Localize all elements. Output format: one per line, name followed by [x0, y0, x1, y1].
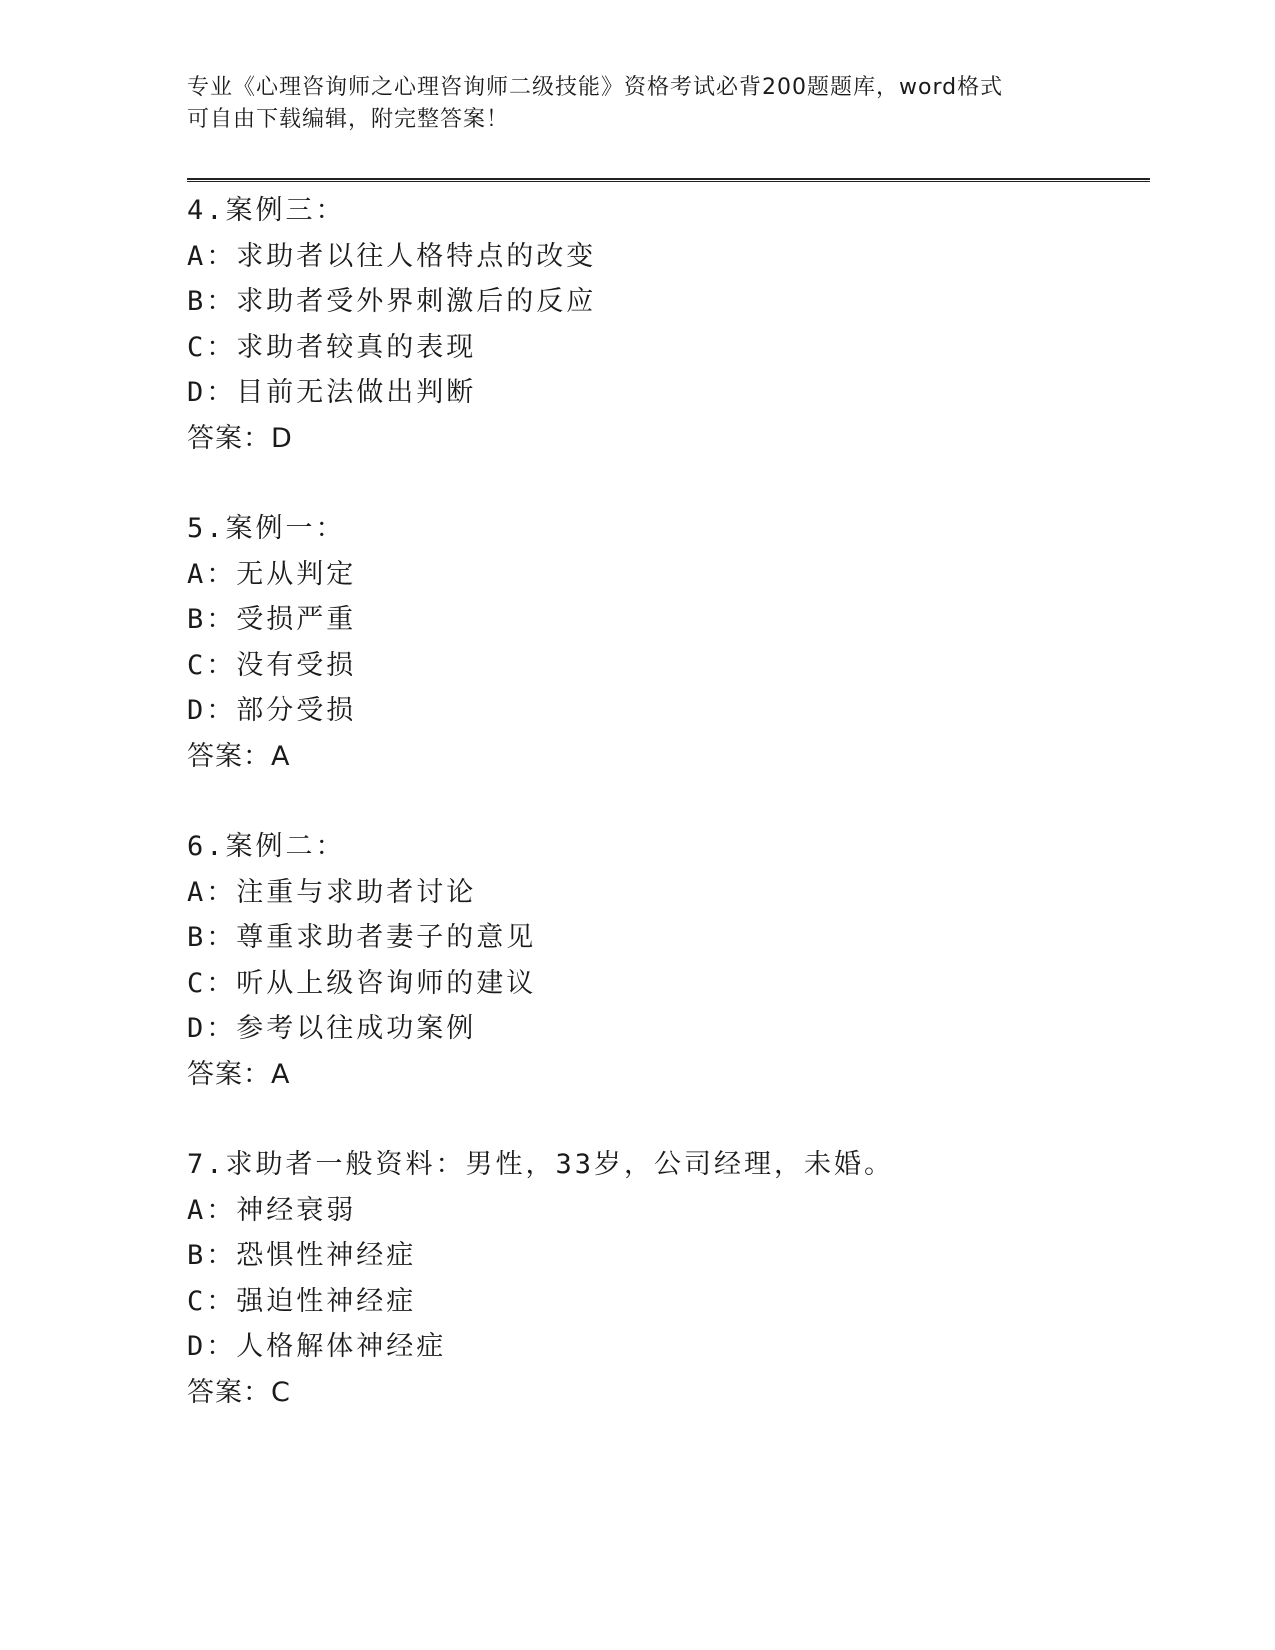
- option-d: D：部分受损: [187, 695, 357, 726]
- option-c: C：强迫性神经症: [187, 1285, 417, 1317]
- header-divider: [187, 178, 1150, 182]
- document-header: [187, 72, 1087, 136]
- answer: 答案：A: [187, 1058, 291, 1090]
- question-6: [187, 824, 1147, 1142]
- option-b: B：恐惧性神经症: [187, 1240, 417, 1271]
- question-stem: 6.案例二：: [187, 831, 346, 862]
- option-d: D：参考以往成功案例: [187, 1013, 477, 1044]
- option-a: A：注重与求助者讨论: [187, 876, 477, 908]
- option-a: A：求助者以往人格特点的改变: [187, 240, 597, 272]
- option-b: B：尊重求助者妻子的意见: [187, 922, 537, 953]
- option-d: D：目前无法做出判断: [187, 377, 477, 408]
- option-c: C：求助者较真的表现: [187, 331, 477, 363]
- answer: 答案：C: [187, 1376, 291, 1408]
- question-5: [187, 506, 1147, 824]
- option-a: A：神经衰弱: [187, 1194, 357, 1226]
- question-stem: 7.求助者一般资料：男性，33岁，公司经理，未婚。: [187, 1149, 895, 1180]
- question-stem: 4.案例三：: [187, 195, 346, 226]
- option-b: B：受损严重: [187, 604, 357, 635]
- option-a: A：无从判定: [187, 558, 357, 590]
- option-d: D：人格解体神经症: [187, 1331, 447, 1362]
- option-b: B：求助者受外界刺激后的反应: [187, 286, 597, 317]
- question-7: [187, 1142, 1147, 1460]
- header-line-1: 专业《心理咨询师之心理咨询师二级技能》资格考试必背200题题库，word格式: [187, 75, 1004, 100]
- question-stem: 5.案例一：: [187, 513, 346, 544]
- question-list: [187, 188, 1147, 1460]
- header-line-2: 可自由下载编辑，附完整答案！: [187, 107, 510, 132]
- question-4: [187, 188, 1147, 506]
- answer: 答案：D: [187, 422, 293, 454]
- option-c: C：没有受损: [187, 649, 357, 681]
- option-c: C：听从上级咨询师的建议: [187, 967, 537, 999]
- answer: 答案：A: [187, 740, 291, 772]
